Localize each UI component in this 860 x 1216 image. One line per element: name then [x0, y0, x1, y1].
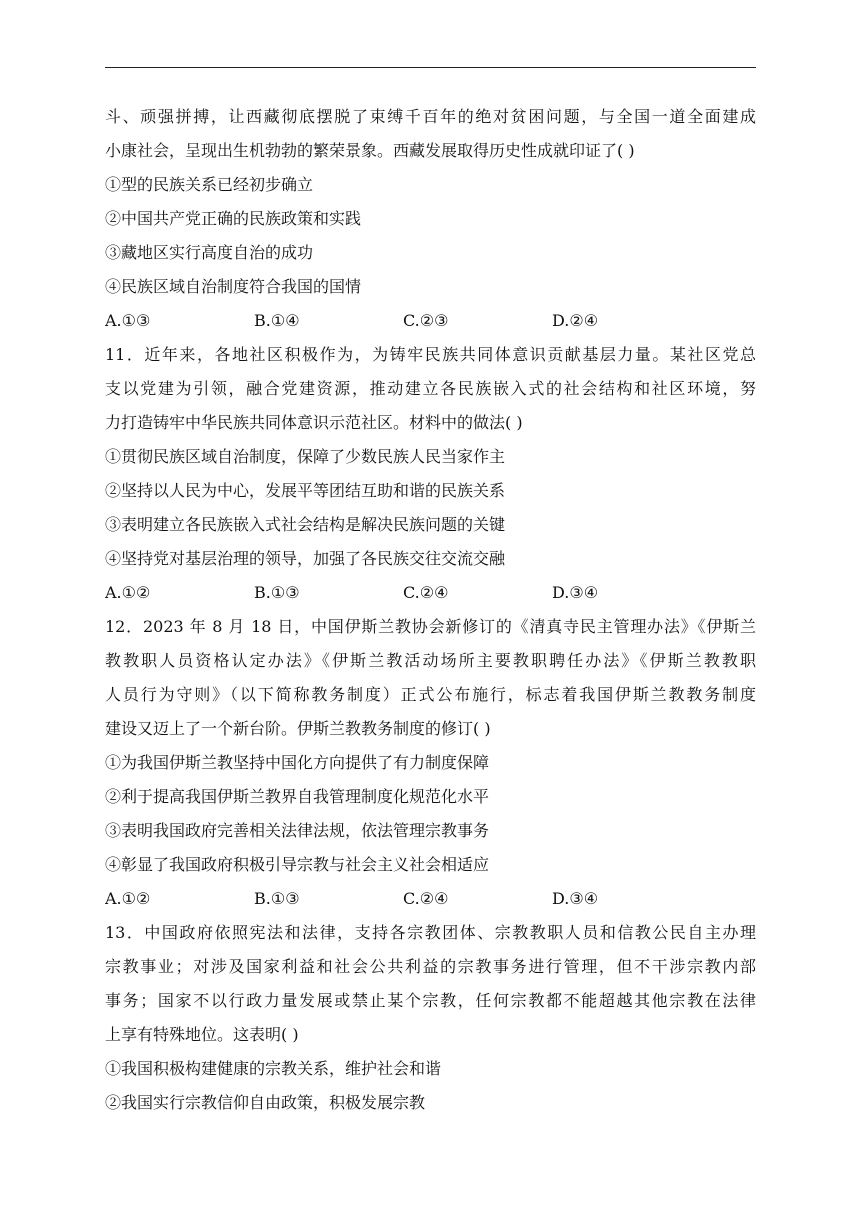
- option-c[interactable]: C.②④: [403, 583, 449, 602]
- option-a[interactable]: A.①②: [105, 889, 151, 908]
- answer-options: [105, 882, 756, 916]
- option-d[interactable]: D.③④: [552, 583, 599, 602]
- option-c[interactable]: C.②③: [403, 311, 449, 330]
- option-c[interactable]: C.②④: [403, 889, 449, 908]
- question-stem-line: 事务；国家不以行政力量发展或禁止某个宗教，任何宗教都不能超越其他宗教在法律: [105, 991, 756, 1010]
- question-10: [105, 100, 756, 338]
- question-content: [105, 100, 756, 1120]
- header-rule: [105, 67, 756, 68]
- option-a[interactable]: A.①②: [105, 583, 151, 602]
- statement-2: ②坚持以人民为中心，发展平等团结互助和谐的民族关系: [105, 481, 506, 500]
- option-a[interactable]: A.①③: [105, 311, 151, 330]
- answer-options: [105, 576, 756, 610]
- question-stem-line: 人员行为守则》（以下简称教务制度）正式公布施行，标志着我国伊斯兰教教务制度: [105, 685, 756, 704]
- question-stem-line: 宗教事业；对涉及国家利益和社会公共利益的宗教事务进行管理，但不干涉宗教内部: [105, 957, 756, 976]
- statement-1: ①型的民族关系已经初步确立: [105, 175, 314, 194]
- question-stem-line: 小康社会，呈现出生机勃勃的繁荣景象。西藏发展取得历史性成就印证了( ): [105, 141, 635, 160]
- statement-4: ④坚持党对基层治理的领导，加强了各民族交往交流交融: [105, 549, 506, 568]
- statement-3: ③藏地区实行高度自治的成功: [105, 243, 314, 262]
- statement-4: ④民族区域自治制度符合我国的国情: [105, 277, 362, 296]
- statement-1: ①我国积极构建健康的宗教关系，维护社会和谐: [105, 1059, 442, 1078]
- statement-4: ④彰显了我国政府积极引导宗教与社会主义社会相适应: [105, 855, 490, 874]
- question-12: [105, 610, 756, 916]
- option-d[interactable]: D.②④: [552, 311, 599, 330]
- question-stem-line: 斗、顽强拼搏，让西藏彻底摆脱了束缚千百年的绝对贫困问题，与全国一道全面建成: [105, 107, 756, 126]
- question-stem-line: 力打造铸牢中华民族共同体意识示范社区。材料中的做法( ): [105, 413, 523, 432]
- question-11: [105, 338, 756, 610]
- question-13: [105, 916, 756, 1120]
- question-stem-line: 11．近年来，各地社区积极作为，为铸牢民族共同体意识贡献基层力量。某社区党总: [105, 345, 756, 364]
- answer-options: [105, 304, 756, 338]
- option-b[interactable]: B.①④: [254, 311, 300, 330]
- statement-3: ③表明建立各民族嵌入式社会结构是解决民族问题的关键: [105, 515, 506, 534]
- question-stem-line: 上享有特殊地位。这表明( ): [105, 1025, 299, 1044]
- statement-2: ②中国共产党正确的民族政策和实践: [105, 209, 362, 228]
- statement-2: ②利于提高我国伊斯兰教界自我管理制度化规范化水平: [105, 787, 490, 806]
- question-stem-line: 教教职人员资格认定办法》《伊斯兰教活动场所主要教职聘任办法》《伊斯兰教教职: [105, 651, 756, 670]
- statement-3: ③表明我国政府完善相关法律法规，依法管理宗教事务: [105, 821, 490, 840]
- option-b[interactable]: B.①③: [254, 889, 300, 908]
- statement-2: ②我国实行宗教信仰自由政策，积极发展宗教: [105, 1093, 426, 1112]
- option-b[interactable]: B.①③: [254, 583, 300, 602]
- question-stem-line: 12．2023 年 8 月 18 日，中国伊斯兰教协会新修订的《清真寺民主管理办法》《伊斯兰: [105, 617, 756, 636]
- statement-1: ①贯彻民族区域自治制度，保障了少数民族人民当家作主: [105, 447, 506, 466]
- statement-1: ①为我国伊斯兰教坚持中国化方向提供了有力制度保障: [105, 753, 490, 772]
- question-stem-line: 建设又迈上了一个新台阶。伊斯兰教教务制度的修订( ): [105, 719, 491, 738]
- option-d[interactable]: D.③④: [552, 889, 599, 908]
- question-stem-line: 支以党建为引领，融合党建资源，推动建立各民族嵌入式的社会结构和社区环境，努: [105, 379, 756, 398]
- question-stem-line: 13．中国政府依照宪法和法律，支持各宗教团体、宗教教职人员和信教公民自主办理: [105, 923, 756, 942]
